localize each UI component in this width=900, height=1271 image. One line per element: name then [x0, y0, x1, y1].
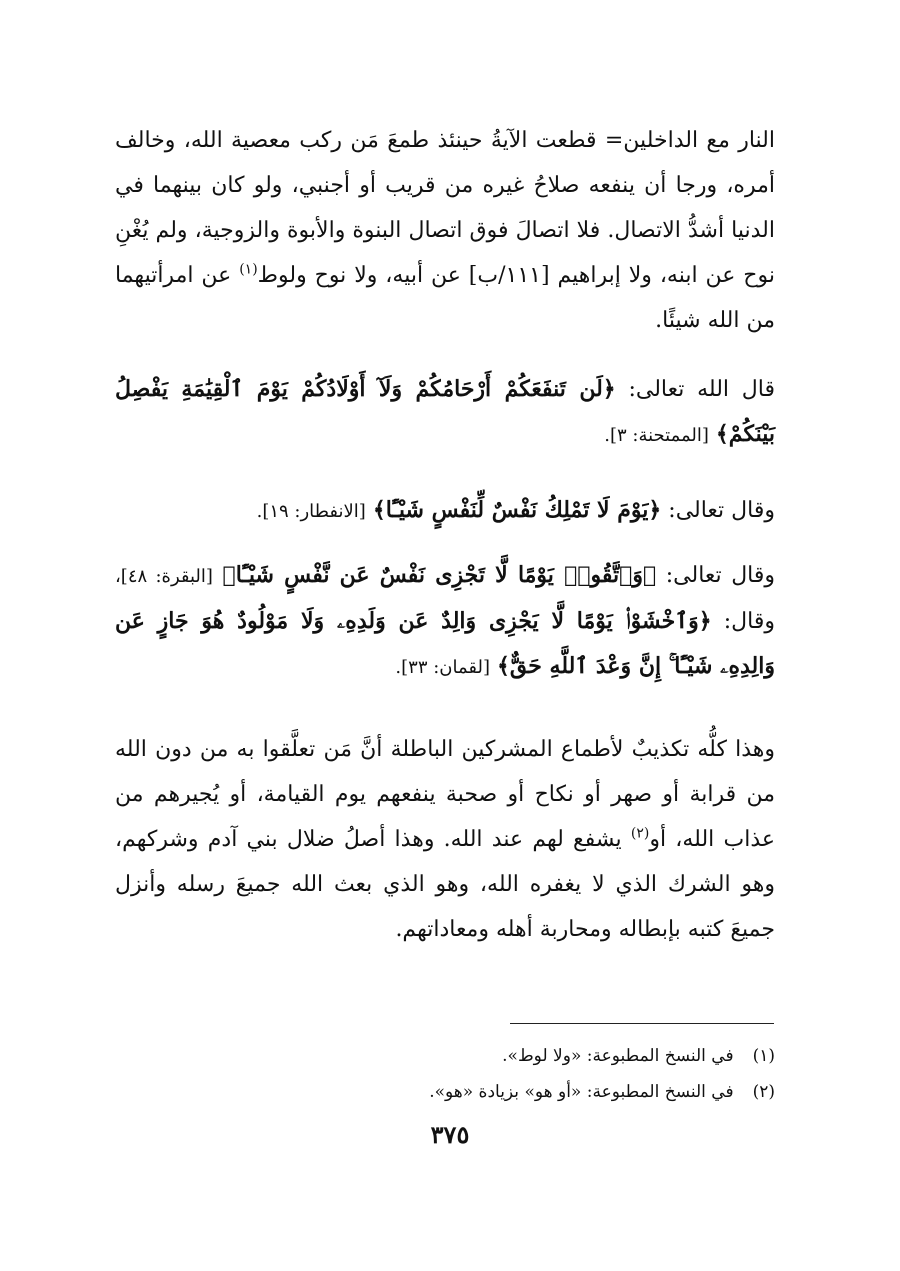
paragraph-1: [115, 118, 775, 343]
quran-verse: ﴿وَٱخْشَوْا۟ يَوْمًا لَّا يَجْزِى وَالِدٌ عَن وَلَدِهِۦ وَلَا مَوْلُودٌ هُوَ جَازٍ عَن وَالِدِهِۦ شَيْـًٔا ۚ إِنَّ وَعْدَ ٱللَّهِ حَقٌّ﴾: [115, 608, 775, 679]
paragraph-5-text: وهذا كلُّه تكذيبٌ لأطماع المشركين الباطلة أنَّ مَن تعلَّقوا به من دون الله من قرابة أو صهر أو نكاح أو صحبة ينفعهم يوم القيامة، أو يُجيرهم من عذاب الله، أو: [115, 737, 776, 852]
footnote-2: [115, 1074, 775, 1110]
footnote-divider: [510, 1023, 774, 1024]
verse-intro: وقال تعالى:: [665, 563, 776, 588]
paragraph-5: [115, 727, 775, 952]
footnote-1: [115, 1038, 775, 1074]
paragraph-1-text: النار مع الداخلين= قطعت الآيةُ حينئذ طمعَ مَن ركب معصية الله، وخالف أمره، ورجا أن ينفعه صلاحُ غيره من قريب أو أجنبي، ولو كان بينهما في الدنيا أشدُّ الاتصال. فلا اتصالَ فوق اتصال البنوة والأبوة والزوجية، ولم يُغْنِ نوح عن ابنه، ولا إبراهيم [١١١/ب] عن أبيه، ولا نوح ولوط: [115, 128, 775, 288]
paragraph-4: [115, 553, 775, 690]
footnotes: [115, 1038, 775, 1110]
footnote-text: في النسخ المطبوعة: «أو هو» بزيادة «هو».: [429, 1082, 734, 1102]
paragraph-1-end: عن امرأتيهما من الله شيئًا.: [115, 263, 775, 333]
paragraph-3: [115, 488, 775, 534]
footnote-ref-1[interactable]: (١): [239, 261, 258, 278]
footnote-number: (١): [752, 1046, 775, 1066]
verse-reference: [لقمان: ٣٣].: [395, 657, 491, 678]
verse-intro: وقال:: [723, 609, 775, 634]
footnote-text: في النسخ المطبوعة: «ولا لوط».: [502, 1046, 734, 1066]
quran-verse: ﴿وَٱتَّقُوا۟ يَوْمًا لَّا تَجْزِى نَفْسٌ عَن نَّفْسٍ شَيْـًٔا﴾: [222, 562, 657, 588]
verse-intro: وقال تعالى:: [668, 498, 775, 523]
footnote-number: (٢): [752, 1082, 775, 1102]
verse-reference: [الانفطار: ١٩].: [256, 501, 366, 522]
quran-verse: ﴿يَوْمَ لَا تَمْلِكُ نَفْسٌ لِّنَفْسٍ شَيْـًٔا﴾: [372, 497, 662, 523]
verse-intro: قال الله تعالى:: [628, 377, 775, 402]
footnote-ref-2[interactable]: (٢): [630, 825, 650, 842]
page-number: ٣٧٥: [430, 1120, 470, 1149]
quran-verse: ﴿لَن تَنفَعَكُمْ أَرْحَامُكُمْ وَلَآ أَوْلَادُكُمْ يَوْمَ ٱلْقِيَٰمَةِ يَفْصِلُ بَيْنَكُمْ﴾: [115, 376, 775, 447]
verse-reference: [الممتحنة: ٣].: [604, 425, 709, 446]
verse-reference: [البقرة: ٤٨]،: [115, 566, 213, 587]
paragraph-2: [115, 367, 775, 458]
paragraph-5-end: يشفع لهم عند الله. وهذا أصلُ ضلال بني آدم وشركهم، وهو الشرك الذي لا يغفره الله، وهو الذي بعث الله جميعَ رسله وأنزل جميعَ كتبه بإبطاله ومحاربة أهله ومعاداتهم.: [115, 827, 775, 942]
